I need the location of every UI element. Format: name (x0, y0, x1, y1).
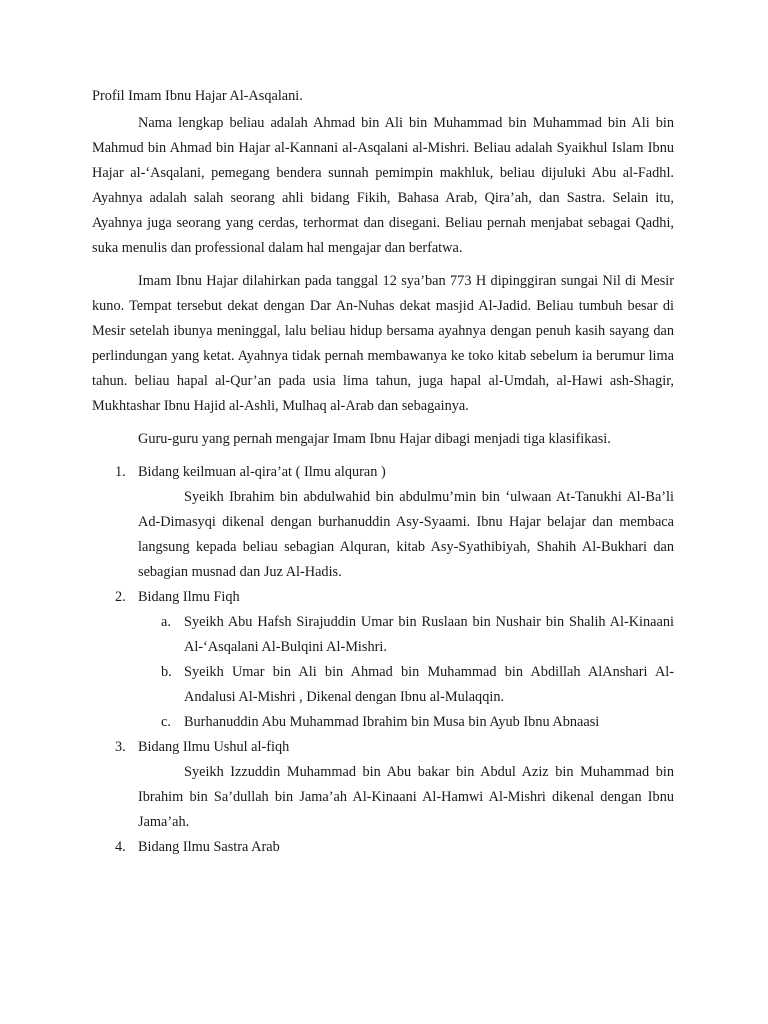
sub-list-letter: b. (161, 664, 172, 680)
sub-list-text: Syeikh Abu Hafsh Sirajuddin Umar bin Ruslaan bin Nushair bin Shalih Al-Kinaani Al-‘Asqalani Al-Bulqini Al-Mishri. (184, 614, 674, 655)
list-item-body: Syeikh Ibrahim bin abdulwahid bin abdulmu’min bin ‘ulwaan At-Tanukhi Al-Ba’li Ad-Dimasyqi dikenal dengan burhanuddin Asy-Syaami. Ibnu Hajar belajar dan membaca langsung kepada beliau sebagian Alquran, kitab Asy-Syathibiyah, Shahih Al-Bukhari dan sebagian musnad dan Juz Al-Hadis. (138, 489, 674, 580)
sub-list-item (138, 710, 674, 735)
list-number: 2. (115, 589, 126, 605)
list-intro: Guru-guru yang pernah mengajar Imam Ibnu Hajar dibagi menjadi tiga klasifikasi. (138, 431, 611, 447)
teachers-list (92, 460, 674, 860)
list-item-body: Syeikh Izzuddin Muhammad bin Abu bakar bin Abdul Aziz bin Muhammad bin Ibrahim bin Sa’dullah bin Jama’ah Al-Kinaani Al-Hamwi Al-Mishri dikenal dengan Ibnu Jama’ah. (138, 764, 674, 830)
document-body (92, 84, 674, 860)
sub-list-letter: c. (161, 714, 171, 730)
list-item (92, 735, 674, 835)
sub-list-text: Burhanuddin Abu Muhammad Ibrahim bin Musa bin Ayub Ibnu Abnaasi (184, 714, 600, 730)
sub-list-item (138, 660, 674, 710)
list-item-heading: Bidang keilmuan al-qira’at ( Ilmu alquran ) (138, 464, 386, 480)
list-number: 4. (115, 839, 126, 855)
paragraph-birth: Imam Ibnu Hajar dilahirkan pada tanggal 12 sya’ban 773 H dipinggiran sungai Nil di Mesir kuno. Tempat tersebut dekat dengan Dar An-Nuhas dekat masjid Al-Jadid. Beliau tumbuh besar di Mesir setelah ibunya meninggal, lalu beliau hidup bersama ayahnya dengan penuh kasih sayang dan perlindungan yang ketat. Ayahnya tidak pernah membawanya ke toko kitab sebelum ia berumur lima tahun. beliau hapal al-Qur’an pada usia lima tahun, juga hapal al-Umdah, al-Hawi ash-Shagir, Mukhtashar Ibnu Hajid al-Ashli, Mulhaq al-Arab dan sebagainya. (92, 273, 674, 414)
list-item (92, 585, 674, 735)
list-number: 1. (115, 464, 126, 480)
list-item (92, 835, 674, 860)
sub-list-item (138, 610, 674, 660)
list-number: 3. (115, 739, 126, 755)
sub-list (138, 610, 674, 735)
paragraph-biography: Nama lengkap beliau adalah Ahmad bin Ali bin Muhammad bin Muhammad bin Ali bin Mahmud bin Ahmad bin Hajar al-Kannani al-Asqalani al-Mishri. Beliau adalah Syaikhul Islam Ibnu Hajar al-‘Asqalani, pemegang bendera sunnah pemimpin makhluk, beliau dijuluki Abu al-Fadhl. Ayahnya adalah salah seorang ahli bidang Fikih, Bahasa Arab, Qira’ah, dan Sastra. Selain itu, Ayahnya juga seorang yang cerdas, terhormat dan disegani. Beliau pernah menjabat sebagai Qadhi, suka menulis dan professional dalam hal mengajar dan berfatwa. (92, 115, 674, 256)
document-title: Profil Imam Ibnu Hajar Al-Asqalani. (92, 88, 303, 104)
list-item-heading: Bidang Ilmu Sastra Arab (138, 839, 280, 855)
list-item (92, 460, 674, 585)
list-item-heading: Bidang Ilmu Fiqh (138, 589, 240, 605)
sub-list-text: Syeikh Umar bin Ali bin Ahmad bin Muhammad bin Abdillah AlAnshari Al-Andalusi Al-Mishri , Dikenal dengan Ibnu al-Mulaqqin. (184, 664, 674, 705)
list-item-heading: Bidang Ilmu Ushul al-fiqh (138, 739, 290, 755)
sub-list-letter: a. (161, 614, 171, 630)
